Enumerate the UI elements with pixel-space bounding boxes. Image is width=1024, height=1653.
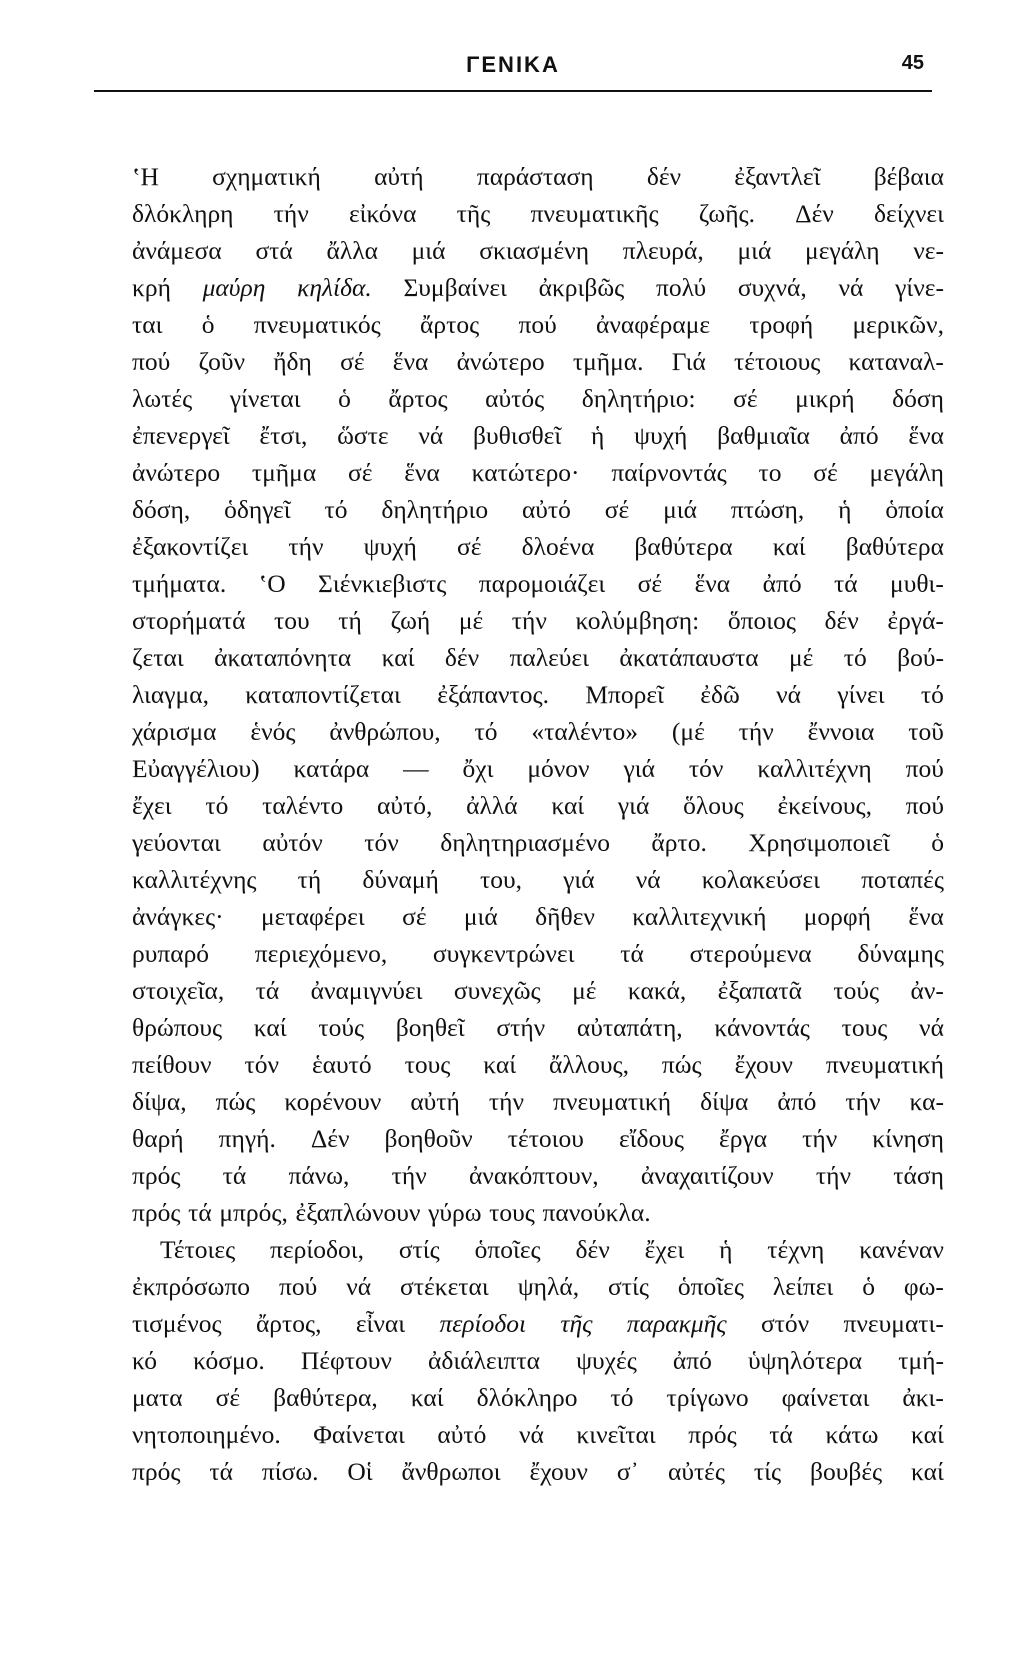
running-head: ΓΕΝΙΚΑ bbox=[466, 52, 560, 77]
text-line: ἐκπρόσωπο πού νά στέκεται ψηλά, στίς ὁποῖες λείπει ὁ φω- bbox=[132, 1272, 944, 1301]
text-line: ἀνάμεσα στά ἄλλα μιά σκιασμένη πλευρά, μιά μεγάλη νε- bbox=[132, 236, 944, 265]
text-line: λωτές γίνεται ὁ ἄρτος αὐτός δηλητήριο: σέ μικρή δόση bbox=[132, 384, 944, 413]
text-line: δόση, ὁδηγεῖ τό δηλητήριο αὐτό σέ μιά πτώση, ἡ ὁποία bbox=[132, 495, 944, 524]
text-line: νητοποιημένο. Φαίνεται αὐτό νά κινεῖται πρός τά κάτω καί bbox=[132, 1420, 944, 1449]
text-line: στοιχεῖα, τά ἀναμιγνύει συνεχῶς μέ κακά, ἐξαπατᾶ τούς ἀν- bbox=[132, 976, 944, 1005]
text-line: λιαγμα, καταποντίζεται ἐξάπαντος. Μπορεῖ ἐδῶ νά γίνει τό bbox=[132, 680, 944, 709]
text-line: θαρή πηγή. Δέν βοηθοῦν τέτοιου εἴδους ἔργα τήν κίνηση bbox=[132, 1124, 944, 1153]
text-line: ἔχει τό ταλέντο αὐτό, ἀλλά καί γιά ὅλους ἐκείνους, πού bbox=[132, 791, 944, 820]
text-line: ζεται ἀκαταπόνητα καί δέν παλεύει ἀκατάπαυστα μέ τό βού- bbox=[132, 643, 944, 672]
text-line: κό κόσμο. Πέφτουν ἀδιάλειπτα ψυχές ἀπό ὑψηλότερα τμή- bbox=[132, 1346, 944, 1375]
text-line: Τέτοιες περίοδοι, στίς ὁποῖες δέν ἔχει ἡ τέχνη κανέναν bbox=[160, 1235, 944, 1264]
body-text bbox=[132, 158, 944, 1490]
page-number: 45 bbox=[901, 52, 924, 74]
text-line: καλλιτέχνης τή δύναμή του, γιά νά κολακεύσει ποταπές bbox=[132, 865, 944, 894]
header-rule bbox=[94, 90, 932, 92]
text-line: ἀνώτερο τμῆμα σέ ἕνα κατώτερο· παίρνοντάς το σέ μεγάλη bbox=[132, 458, 944, 487]
text-line: ἀνάγκες· μεταφέρει σέ μιά δῆθεν καλλιτεχνική μορφή ἕνα bbox=[132, 902, 944, 931]
text-line: χάρισμα ἑνός ἀνθρώπου, τό «ταλέντο» (μέ τήν ἔννοια τοῦ bbox=[132, 717, 944, 746]
text-line: κρή μαύρη κηλίδα. Συμβαίνει ἀκριβῶς πολύ συχνά, νά γίνε- bbox=[132, 273, 944, 302]
text-line: ματα σέ βαθύτερα, καί δλόκληρο τό τρίγωνο φαίνεται ἀκι- bbox=[132, 1383, 944, 1412]
text-line: ται ὁ πνευματικός ἄρτος πού ἀναφέραμε τροφή μερικῶν, bbox=[132, 310, 944, 339]
text-line: Εὐαγγέλιου) κατάρα — ὄχι μόνον γιά τόν καλλιτέχνη πού bbox=[132, 754, 944, 783]
text-line: τισμένος ἄρτος, εἶναι περίοδοι τῆς παρακμῆς στόν πνευματι- bbox=[132, 1309, 944, 1338]
text-line: πείθουν τόν ἑαυτό τους καί ἄλλους, πώς ἔχουν πνευματική bbox=[132, 1050, 944, 1079]
text-line: τμήματα. ‛Ο Σιένκιεβιστς παρομοιάζει σέ ἕνα ἀπό τά μυθι- bbox=[132, 569, 944, 598]
text-line: δίψα, πώς κορένουν αὐτή τήν πνευματική δίψα ἀπό τήν κα- bbox=[132, 1087, 944, 1116]
text-line: ‛Η σχηματική αὐτή παράσταση δέν ἐξαντλεῖ βέβαια bbox=[132, 162, 944, 191]
text-line: πρός τά πίσω. Οἱ ἄνθρωποι ἔχουν σ᾿ αὐτές τίς βουβές καί bbox=[132, 1457, 944, 1486]
text-line: ἐξακοντίζει τήν ψυχή σέ δλοένα βαθύτερα καί βαθύτερα bbox=[132, 532, 944, 561]
text-line: στορήματά του τή ζωή μέ τήν κολύμβηση: ὅποιος δέν ἐργά- bbox=[132, 606, 944, 635]
page-header bbox=[94, 48, 932, 98]
text-line: δλόκληρη τήν εἰκόνα τῆς πνευματικῆς ζωῆς. Δέν δείχνει bbox=[132, 199, 944, 228]
text-line: ρυπαρό περιεχόμενο, συγκεντρώνει τά στερούμενα δύναμης bbox=[132, 939, 944, 968]
text-line: πρός τά πάνω, τήν ἀνακόπτουν, ἀναχαιτίζουν τήν τάση bbox=[132, 1161, 944, 1190]
text-line: θρώπους καί τούς βοηθεῖ στήν αὐταπάτη, κάνοντάς τους νά bbox=[132, 1013, 944, 1042]
text-line: πού ζοῦν ἤδη σέ ἕνα ἀνώτερο τμῆμα. Γιά τέτοιους καταναλ- bbox=[132, 347, 944, 376]
text-line: ἐπενεργεῖ ἔτσι, ὥστε νά βυθισθεῖ ἡ ψυχή βαθμιαῖα ἀπό ἕνα bbox=[132, 421, 944, 450]
text-line: γεύονται αὐτόν τόν δηλητηριασμένο ἄρτο. Χρησιμοποιεῖ ὁ bbox=[132, 828, 944, 857]
text-line: πρός τά μπρός, ἐξαπλώνουν γύρω τους πανούκλα. bbox=[132, 1198, 651, 1227]
